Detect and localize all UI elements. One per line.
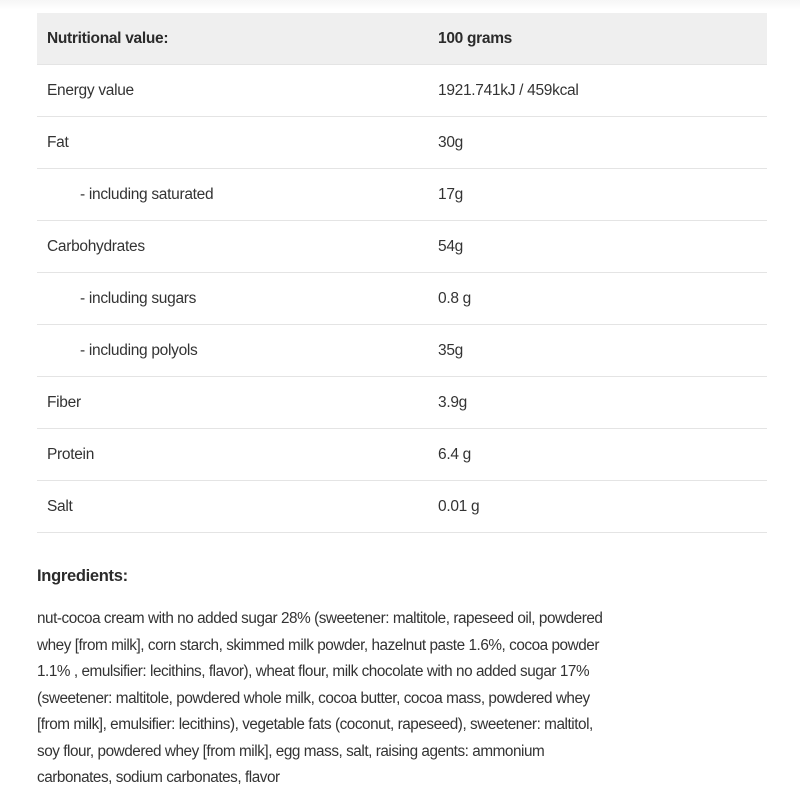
nutrient-value: 6.4 g: [438, 429, 767, 481]
ingredients-title: Ingredients:: [37, 567, 128, 585]
nutrient-label: Fiber: [37, 377, 438, 429]
nutrient-label: Energy value: [37, 65, 438, 117]
ingredients-line: whey [from milk], corn starch, skimmed milk powder, hazelnut paste 1.6%, cocoa powder: [37, 636, 599, 654]
ingredients-line: [from milk], emulsifier: lecithins), vegetable fats (coconut, rapeseed), sweetener: maltitol,: [37, 716, 593, 733]
nutrient-value: 30g: [438, 117, 767, 169]
nutrient-label: Protein: [37, 429, 438, 481]
ingredients-line: carbonates, sodium carbonates, flavor: [37, 769, 280, 786]
nutrient-label: - including sugars: [37, 273, 438, 325]
header-100-grams: 100 grams: [438, 13, 767, 65]
ingredients-text: [37, 606, 777, 792]
nutrient-label: Carbohydrates: [37, 221, 438, 273]
nutrient-value: 35g: [438, 325, 767, 377]
nutrient-value: 0.01 g: [438, 481, 767, 533]
ingredients-line: (sweetener: maltitole, powdered whole milk, cocoa butter, cocoa mass, powdered whey: [37, 689, 590, 707]
table-row: [37, 65, 767, 117]
table-row: [37, 117, 767, 169]
table-row: [37, 273, 767, 325]
table-row: [37, 169, 767, 221]
nutrient-value: 17g: [438, 169, 767, 221]
nutrition-rows: [37, 65, 767, 533]
nutrient-value: 54g: [438, 221, 767, 273]
top-divider: [0, 0, 800, 10]
table-row: [37, 429, 767, 481]
ingredients-line: nut-cocoa cream with no added sugar 28% (sweetener: maltitole, rapeseed oil, powdered: [37, 610, 603, 627]
table-header-row: [37, 13, 767, 65]
nutrient-value: 3.9g: [438, 377, 767, 429]
table-row: [37, 481, 767, 533]
table-row: [37, 325, 767, 377]
nutrient-value: 1921.741kJ / 459kcal: [438, 65, 767, 117]
nutrient-label: - including saturated: [37, 169, 438, 221]
nutrient-label: Fat: [37, 117, 438, 169]
header-nutritional-value: Nutritional value:: [37, 13, 438, 65]
table-row: [37, 377, 767, 429]
nutrient-label: Salt: [37, 481, 438, 533]
ingredients-line: soy flour, powdered whey [from milk], egg mass, salt, raising agents: ammonium: [37, 742, 545, 760]
nutrient-value: 0.8 g: [438, 273, 767, 325]
nutrition-table: [37, 13, 767, 533]
table-row: [37, 221, 767, 273]
nutrient-label: - including polyols: [37, 325, 438, 377]
ingredients-line: 1.1% , emulsifier: lecithins, flavor), wheat flour, milk chocolate with no added sugar 17%: [37, 663, 590, 680]
